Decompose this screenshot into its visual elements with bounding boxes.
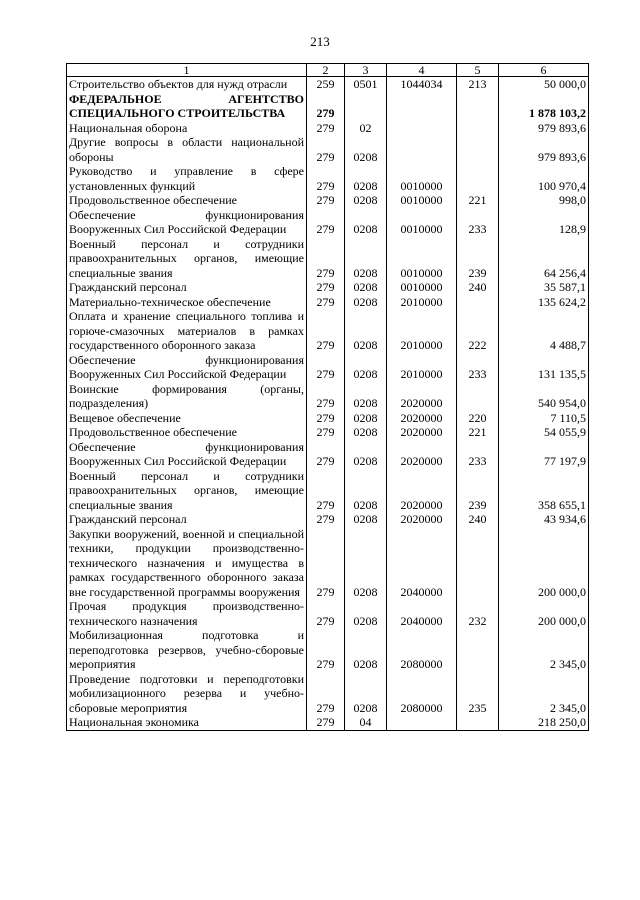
target-article-code-cell: 2080000 — [387, 672, 457, 716]
table-row — [67, 469, 589, 513]
ministry-code-cell: 279 — [307, 440, 345, 469]
table-row — [67, 77, 589, 92]
item-name-cell: Материально-техническое обеспечение — [67, 295, 307, 310]
target-article-code-cell: 2020000 — [387, 382, 457, 411]
target-article-code-cell: 0010000 — [387, 164, 457, 193]
amount-cell: 540 954,0 — [499, 382, 589, 411]
item-name-cell: Руководство и управление в сфере установленных функций — [67, 164, 307, 193]
expense-type-code-cell — [457, 121, 499, 136]
ministry-code-cell: 279 — [307, 411, 345, 426]
item-name-cell: Проведение подготовки и переподготовки мобилизационного резерва и учебно-сборовые мероприятия — [67, 672, 307, 716]
section-code-cell: 0208 — [345, 295, 387, 310]
header-col-3: 3 — [345, 64, 387, 77]
section-code-cell: 0208 — [345, 237, 387, 281]
table-row — [67, 121, 589, 136]
ministry-code-cell: 279 — [307, 353, 345, 382]
section-code-cell: 0208 — [345, 193, 387, 208]
amount-cell: 77 197,9 — [499, 440, 589, 469]
item-name-cell: Закупки вооружений, военной и специальной техники, продукции производственно-технического назначения и имущества в рамках государственного оборонного заказа вне государственной программы вооружения — [67, 527, 307, 600]
target-article-code-cell: 0010000 — [387, 237, 457, 281]
table-row — [67, 92, 589, 121]
table-row — [67, 425, 589, 440]
expense-type-code-cell — [457, 715, 499, 730]
section-code-cell — [345, 92, 387, 121]
expense-type-code-cell: 232 — [457, 599, 499, 628]
header-col-5: 5 — [457, 64, 499, 77]
ministry-code-cell: 279 — [307, 672, 345, 716]
table-body — [67, 77, 589, 731]
amount-cell: 135 624,2 — [499, 295, 589, 310]
target-article-code-cell: 2010000 — [387, 353, 457, 382]
amount-cell: 979 893,6 — [499, 135, 589, 164]
amount-cell: 998,0 — [499, 193, 589, 208]
ministry-code-cell: 279 — [307, 237, 345, 281]
expense-type-code-cell — [457, 628, 499, 672]
section-code-cell: 0501 — [345, 77, 387, 92]
ministry-code-cell: 279 — [307, 135, 345, 164]
expense-type-code-cell: 221 — [457, 425, 499, 440]
expense-type-code-cell: 220 — [457, 411, 499, 426]
table-row — [67, 715, 589, 730]
expense-type-code-cell: 233 — [457, 208, 499, 237]
section-code-cell: 0208 — [345, 469, 387, 513]
ministry-code-cell: 279 — [307, 527, 345, 600]
section-code-cell: 0208 — [345, 599, 387, 628]
target-article-code-cell — [387, 715, 457, 730]
ministry-code-cell: 279 — [307, 512, 345, 527]
target-article-code-cell: 2080000 — [387, 628, 457, 672]
item-name-cell: Продовольственное обеспечение — [67, 425, 307, 440]
table-row — [67, 382, 589, 411]
amount-cell: 358 655,1 — [499, 469, 589, 513]
target-article-code-cell: 2010000 — [387, 309, 457, 353]
amount-cell: 2 345,0 — [499, 672, 589, 716]
amount-cell: 100 970,4 — [499, 164, 589, 193]
amount-cell: 979 893,6 — [499, 121, 589, 136]
budget-table — [66, 63, 589, 731]
target-article-code-cell: 2040000 — [387, 527, 457, 600]
target-article-code-cell: 0010000 — [387, 193, 457, 208]
table-row — [67, 353, 589, 382]
table-row — [67, 512, 589, 527]
target-article-code-cell: 2020000 — [387, 469, 457, 513]
target-article-code-cell — [387, 121, 457, 136]
expense-type-code-cell — [457, 295, 499, 310]
amount-cell: 218 250,0 — [499, 715, 589, 730]
amount-cell: 35 587,1 — [499, 280, 589, 295]
table-row — [67, 440, 589, 469]
section-code-cell: 0208 — [345, 512, 387, 527]
expense-type-code-cell: 213 — [457, 77, 499, 92]
section-code-cell: 0208 — [345, 672, 387, 716]
section-code-cell: 0208 — [345, 425, 387, 440]
table-row — [67, 193, 589, 208]
table-row — [67, 135, 589, 164]
ministry-code-cell: 279 — [307, 382, 345, 411]
item-name-cell: Другие вопросы в области национальной обороны — [67, 135, 307, 164]
section-code-cell: 0208 — [345, 353, 387, 382]
ministry-code-cell: 279 — [307, 715, 345, 730]
expense-type-code-cell: 240 — [457, 512, 499, 527]
target-article-code-cell: 2020000 — [387, 425, 457, 440]
expense-type-code-cell: 233 — [457, 440, 499, 469]
ministry-code-cell: 279 — [307, 193, 345, 208]
table-row — [67, 599, 589, 628]
amount-cell: 50 000,0 — [499, 77, 589, 92]
header-col-6: 6 — [499, 64, 589, 77]
table-row — [67, 295, 589, 310]
header-col-1: 1 — [67, 64, 307, 77]
amount-cell: 54 055,9 — [499, 425, 589, 440]
item-name-cell: Мобилизационная подготовка и переподготовка резервов, учебно-сборовые мероприятия — [67, 628, 307, 672]
item-name-cell: Строительство объектов для нужд отрасли — [67, 77, 307, 92]
amount-cell: 64 256,4 — [499, 237, 589, 281]
table-row — [67, 672, 589, 716]
item-name-cell: Военный персонал и сотрудники правоохранительных органов, имеющие специальные звания — [67, 469, 307, 513]
ministry-code-cell: 279 — [307, 280, 345, 295]
target-article-code-cell: 0010000 — [387, 280, 457, 295]
amount-cell: 2 345,0 — [499, 628, 589, 672]
table-row — [67, 628, 589, 672]
item-name-cell: Военный персонал и сотрудники правоохранительных органов, имеющие специальные звания — [67, 237, 307, 281]
item-name-cell: Национальная экономика — [67, 715, 307, 730]
section-code-cell: 0208 — [345, 309, 387, 353]
table-row — [67, 411, 589, 426]
ministry-code-cell: 279 — [307, 164, 345, 193]
section-code-cell: 0208 — [345, 628, 387, 672]
section-code-cell: 0208 — [345, 208, 387, 237]
target-article-code-cell: 2020000 — [387, 440, 457, 469]
section-code-cell: 0208 — [345, 411, 387, 426]
target-article-code-cell — [387, 92, 457, 121]
target-article-code-cell: 2040000 — [387, 599, 457, 628]
header-col-2: 2 — [307, 64, 345, 77]
target-article-code-cell: 1044034 — [387, 77, 457, 92]
amount-cell: 4 488,7 — [499, 309, 589, 353]
amount-cell: 43 934,6 — [499, 512, 589, 527]
ministry-code-cell: 279 — [307, 295, 345, 310]
item-name-cell: Обеспечение функционирования Вооруженных Сил Российской Федерации — [67, 208, 307, 237]
amount-cell: 128,9 — [499, 208, 589, 237]
expense-type-code-cell: 222 — [457, 309, 499, 353]
ministry-code-cell: 279 — [307, 599, 345, 628]
expense-type-code-cell — [457, 527, 499, 600]
section-code-cell: 0208 — [345, 164, 387, 193]
table-row — [67, 164, 589, 193]
item-name-cell: Обеспечение функционирования Вооруженных Сил Российской Федерации — [67, 440, 307, 469]
item-name-cell: Гражданский персонал — [67, 512, 307, 527]
expense-type-code-cell: 235 — [457, 672, 499, 716]
item-name-cell: Национальная оборона — [67, 121, 307, 136]
expense-type-code-cell: 239 — [457, 469, 499, 513]
section-code-cell: 0208 — [345, 382, 387, 411]
table-row — [67, 280, 589, 295]
ministry-code-cell: 279 — [307, 121, 345, 136]
section-code-cell: 0208 — [345, 527, 387, 600]
table-row — [67, 527, 589, 600]
amount-cell: 131 135,5 — [499, 353, 589, 382]
table-row — [67, 208, 589, 237]
expense-type-code-cell — [457, 382, 499, 411]
amount-cell: 200 000,0 — [499, 527, 589, 600]
section-code-cell: 04 — [345, 715, 387, 730]
expense-type-code-cell: 240 — [457, 280, 499, 295]
ministry-code-cell: 279 — [307, 469, 345, 513]
header-col-4: 4 — [387, 64, 457, 77]
section-code-cell: 0208 — [345, 280, 387, 295]
target-article-code-cell: 2020000 — [387, 512, 457, 527]
ministry-code-cell: 279 — [307, 208, 345, 237]
ministry-code-cell: 279 — [307, 425, 345, 440]
expense-type-code-cell — [457, 164, 499, 193]
amount-cell: 200 000,0 — [499, 599, 589, 628]
target-article-code-cell: 2020000 — [387, 411, 457, 426]
item-name-cell: Оплата и хранение специального топлива и горюче-смазочных материалов в рамках государственного оборонного заказа — [67, 309, 307, 353]
expense-type-code-cell: 233 — [457, 353, 499, 382]
page-number: 213 — [310, 34, 330, 49]
table-row — [67, 237, 589, 281]
table-header-row — [67, 64, 589, 77]
target-article-code-cell — [387, 135, 457, 164]
section-code-cell: 0208 — [345, 440, 387, 469]
expense-type-code-cell: 239 — [457, 237, 499, 281]
section-code-cell: 02 — [345, 121, 387, 136]
expense-type-code-cell — [457, 92, 499, 121]
table-row — [67, 309, 589, 353]
item-name-cell: Продовольственное обеспечение — [67, 193, 307, 208]
expense-type-code-cell: 221 — [457, 193, 499, 208]
ministry-code-cell: 279 — [307, 309, 345, 353]
item-name-cell: Гражданский персонал — [67, 280, 307, 295]
ministry-code-cell: 279 — [307, 92, 345, 121]
amount-cell: 7 110,5 — [499, 411, 589, 426]
target-article-code-cell: 0010000 — [387, 208, 457, 237]
item-name-cell: ФЕДЕРАЛЬНОЕ АГЕНТСТВО СПЕЦИАЛЬНОГО СТРОИТЕЛЬСТВА — [67, 92, 307, 121]
ministry-code-cell: 259 — [307, 77, 345, 92]
ministry-code-cell: 279 — [307, 628, 345, 672]
amount-cell: 1 878 103,2 — [499, 92, 589, 121]
expense-type-code-cell — [457, 135, 499, 164]
item-name-cell: Обеспечение функционирования Вооруженных Сил Российской Федерации — [67, 353, 307, 382]
item-name-cell: Прочая продукция производственно-технического назначения — [67, 599, 307, 628]
item-name-cell: Вещевое обеспечение — [67, 411, 307, 426]
target-article-code-cell: 2010000 — [387, 295, 457, 310]
item-name-cell: Воинские формирования (органы, подразделения) — [67, 382, 307, 411]
section-code-cell: 0208 — [345, 135, 387, 164]
